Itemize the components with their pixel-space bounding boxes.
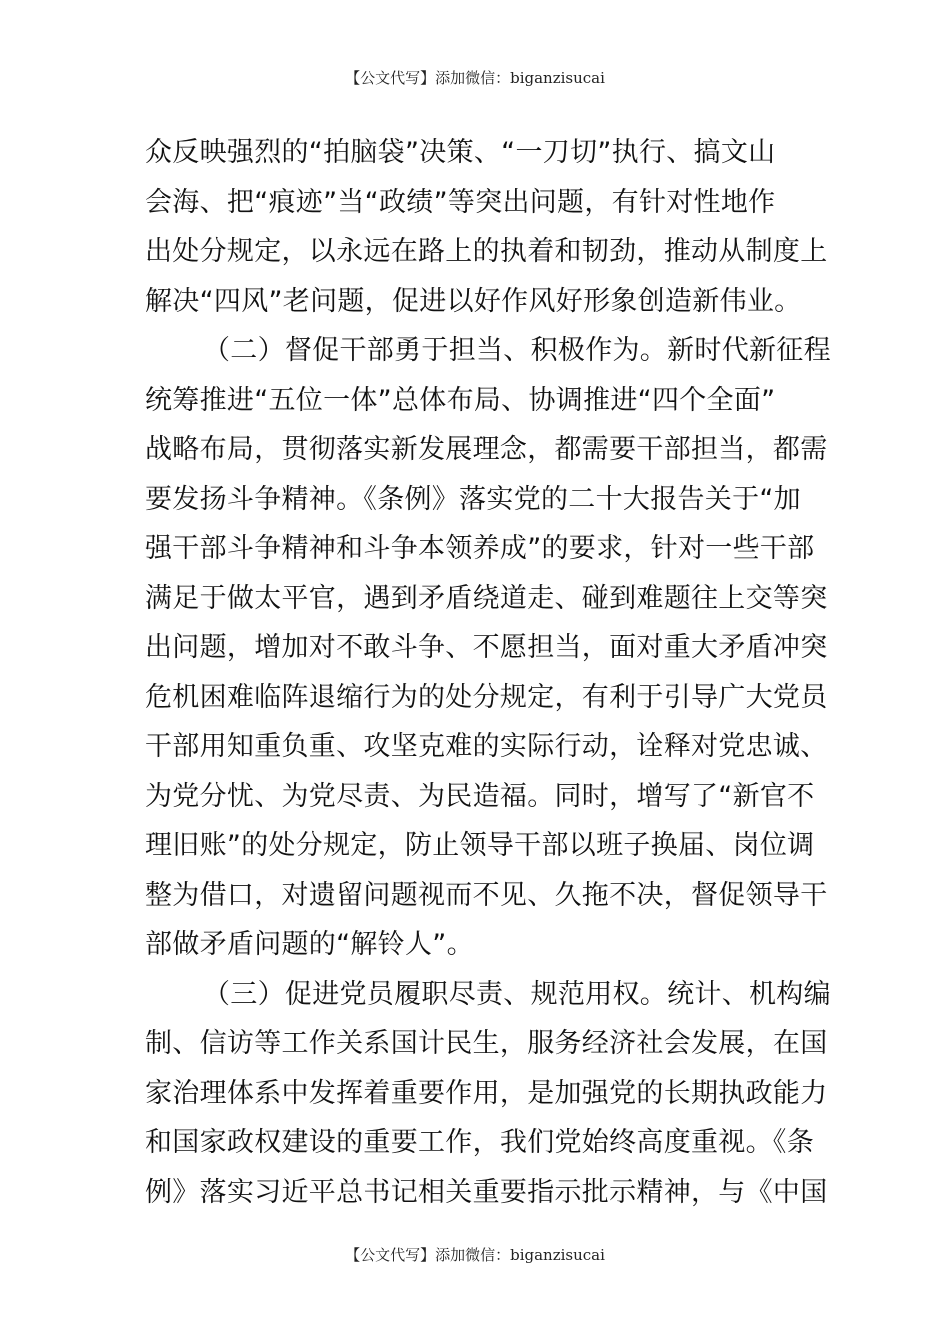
text-line: 解决“四风”老问题，促进以好作风好形象创造新伟业。	[145, 285, 802, 317]
text-line: 为党分忧、为党尽责、为民造福。同时，增写了“新官不	[145, 780, 815, 812]
section-heading-line: （三）促进党员履职尽责、规范用权。统计、机构编	[203, 978, 831, 1010]
text-line: 家治理体系中发挥着重要作用，是加强党的长期执政能力	[145, 1077, 828, 1109]
text-line: 整为借口，对遗留问题视而不见、久拖不决，督促领导干	[145, 879, 828, 911]
text-line: 要发扬斗争精神。《条例》落实党的二十大报告关于“加	[145, 483, 801, 515]
text-line: 战略布局，贯彻落实新发展理念，都需要干部担当，都需	[145, 434, 828, 465]
text-line: 制、信访等工作关系国计民生，服务经济社会发展，在国	[145, 1028, 828, 1059]
section-heading-line: （二）督促干部勇于担当、积极作为。新时代新征程	[203, 335, 831, 366]
page-footer: 【公文代写】添加微信：biganzisucai	[345, 1246, 605, 1264]
page-header: 【公文代写】添加微信：biganzisucai	[345, 69, 605, 87]
text-line: 众反映强烈的“拍脑袋”决策、“一刀切”执行、搞文山	[145, 137, 776, 168]
text-line: 会海、把“痕迹”当“政绩”等突出问题，有针对性地作	[145, 186, 776, 218]
text-line: 部做矛盾问题的“解铃人”。	[145, 929, 474, 960]
text-line: 危机困难临阵退缩行为的处分规定，有利于引导广大党员	[145, 681, 828, 713]
text-line: 出处分规定，以永远在路上的执着和韧劲，推动从制度上	[145, 236, 828, 267]
text-line: 例》落实习近平总书记相关重要指示批示精神，与《中国	[145, 1176, 828, 1208]
text-line: 干部用知重负重、攻坚克难的实际行动，诠释对党忠诚、	[145, 731, 828, 762]
text-line: 满足于做太平官，遇到矛盾绕道走、碰到难题往上交等突	[145, 582, 828, 614]
text-line: 强干部斗争精神和斗争本领养成”的要求，针对一些干部	[145, 533, 815, 564]
text-line: 出问题，增加对不敢斗争、不愿担当，面对重大矛盾冲突	[145, 632, 828, 663]
document-body	[145, 128, 831, 1217]
text-line: 理旧账”的处分规定，防止领导干部以班子换届、岗位调	[145, 830, 815, 861]
text-line: 统筹推进“五位一体”总体布局、协调推进“四个全面”	[145, 384, 776, 416]
text-line: 和国家政权建设的重要工作，我们党始终高度重视。《条	[145, 1127, 814, 1158]
